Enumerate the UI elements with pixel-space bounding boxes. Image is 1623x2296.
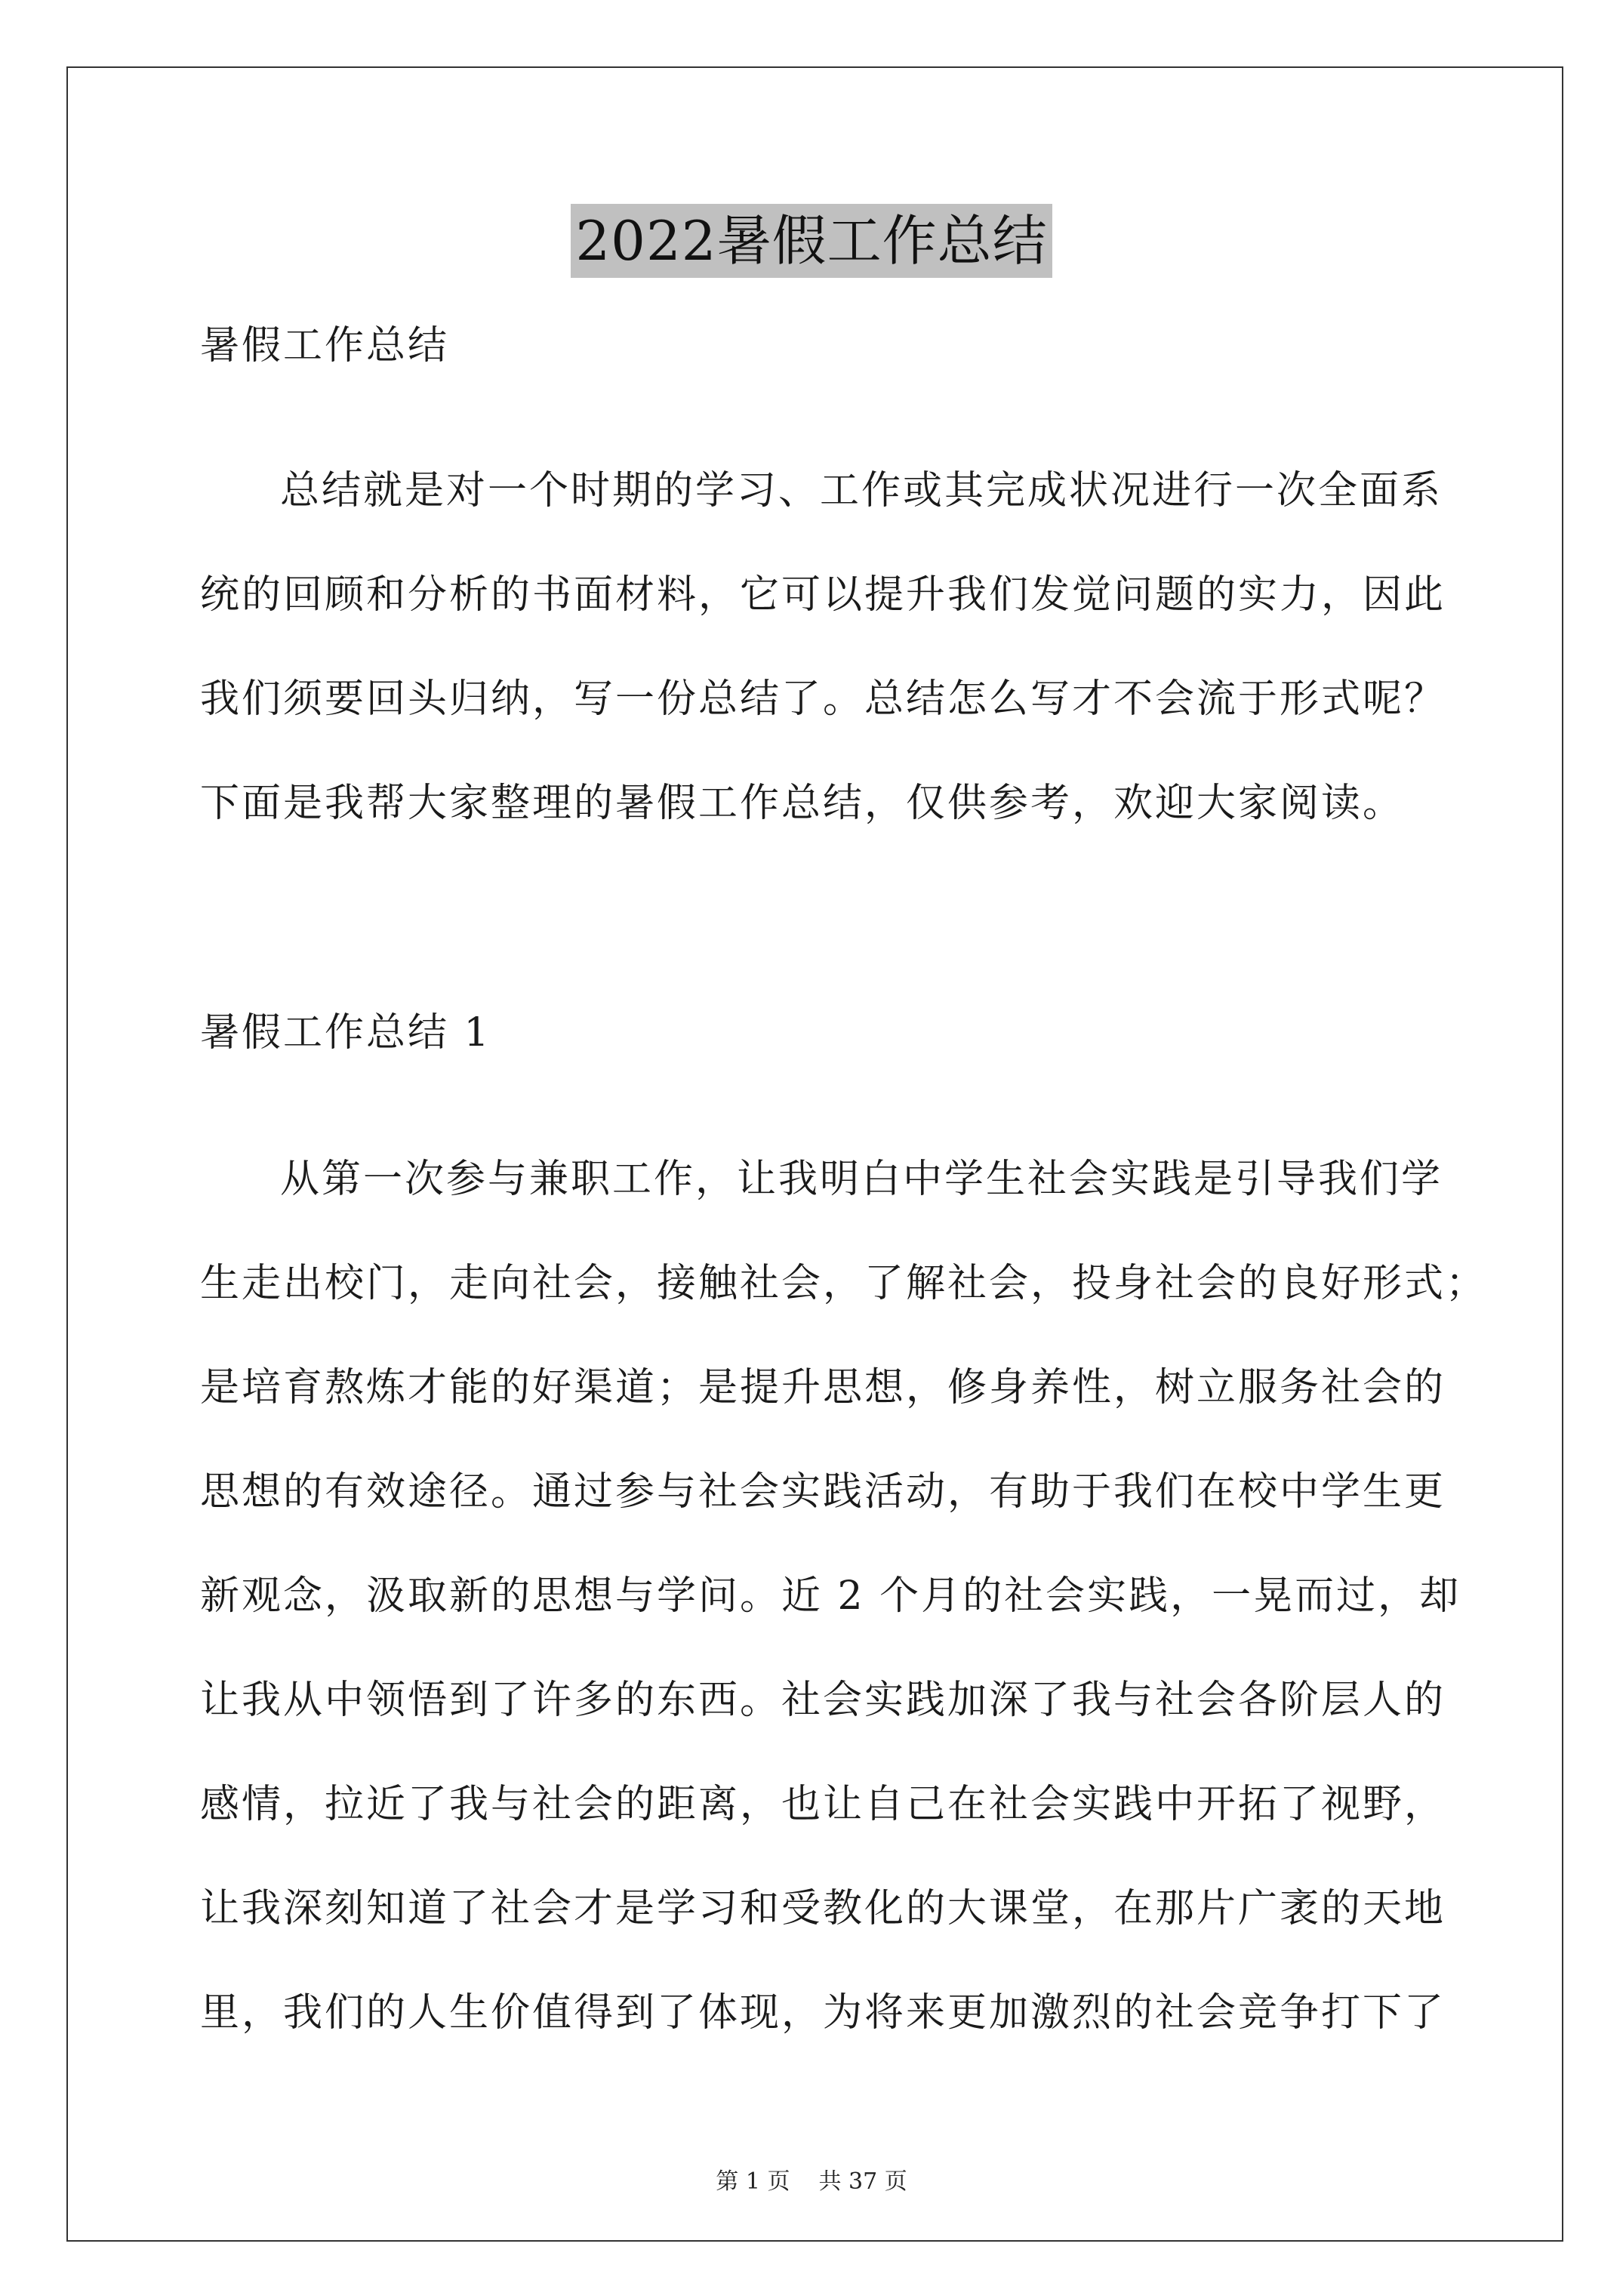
section-1-paragraph-line: 思想的有效途径。通过参与社会实践活动，有助于我们在校中学生更 [200, 1469, 1446, 1515]
page-total: 共 37 页 [818, 2168, 907, 2195]
page-number: 第 1 页 [716, 2168, 790, 2195]
section-1-paragraph-line: 让我深刻知道了社会才是学习和受教化的大课堂，在那片广袤的天地 [200, 1886, 1446, 1931]
document-title: 2022暑假工作总结 [571, 204, 1052, 278]
title-wrapper [0, 204, 1623, 278]
section-1-paragraph-line: 里，我们的人生价值得到了体现，为将来更加激烈的社会竞争打下了 [200, 1990, 1446, 2036]
section-1-heading: 暑假工作总结 1 [200, 1010, 491, 1056]
section-1-paragraph-line: 是培育熬炼才能的好渠道；是提升思想，修身养性，树立服务社会的 [200, 1365, 1446, 1410]
intro-paragraph-line: 总结就是对一个时期的学习、工作或其完成状况进行一次全面系 [280, 468, 1443, 513]
section-1-paragraph-line: 感情，拉近了我与社会的距离，也让自己在社会实践中开拓了视野， [200, 1782, 1446, 1827]
section-1-paragraph-line: 生走出校门，走向社会，接触社会，了解社会，投身社会的良好形式； [200, 1261, 1488, 1306]
section-1-paragraph-line: 新观念，汲取新的思想与学问。近 2 个月的社会实践，一晃而过，却 [200, 1573, 1461, 1619]
section-1-paragraph-line: 让我从中领悟到了许多的东西。社会实践加深了我与社会各阶层人的 [200, 1678, 1446, 1723]
page-footer [0, 2167, 1623, 2197]
intro-paragraph-line: 我们须要回头归纳，写一份总结了。总结怎么写才不会流于形式呢？ [200, 676, 1446, 722]
intro-heading: 暑假工作总结 [200, 323, 450, 368]
section-1-paragraph-line: 从第一次参与兼职工作，让我明白中学生社会实践是引导我们学 [280, 1157, 1443, 1202]
intro-paragraph-line: 统的回顾和分析的书面材料，它可以提升我们发觉问题的实力，因此 [200, 572, 1446, 618]
intro-paragraph-line: 下面是我帮大家整理的暑假工作总结，仅供参考，欢迎大家阅读。 [200, 781, 1405, 826]
